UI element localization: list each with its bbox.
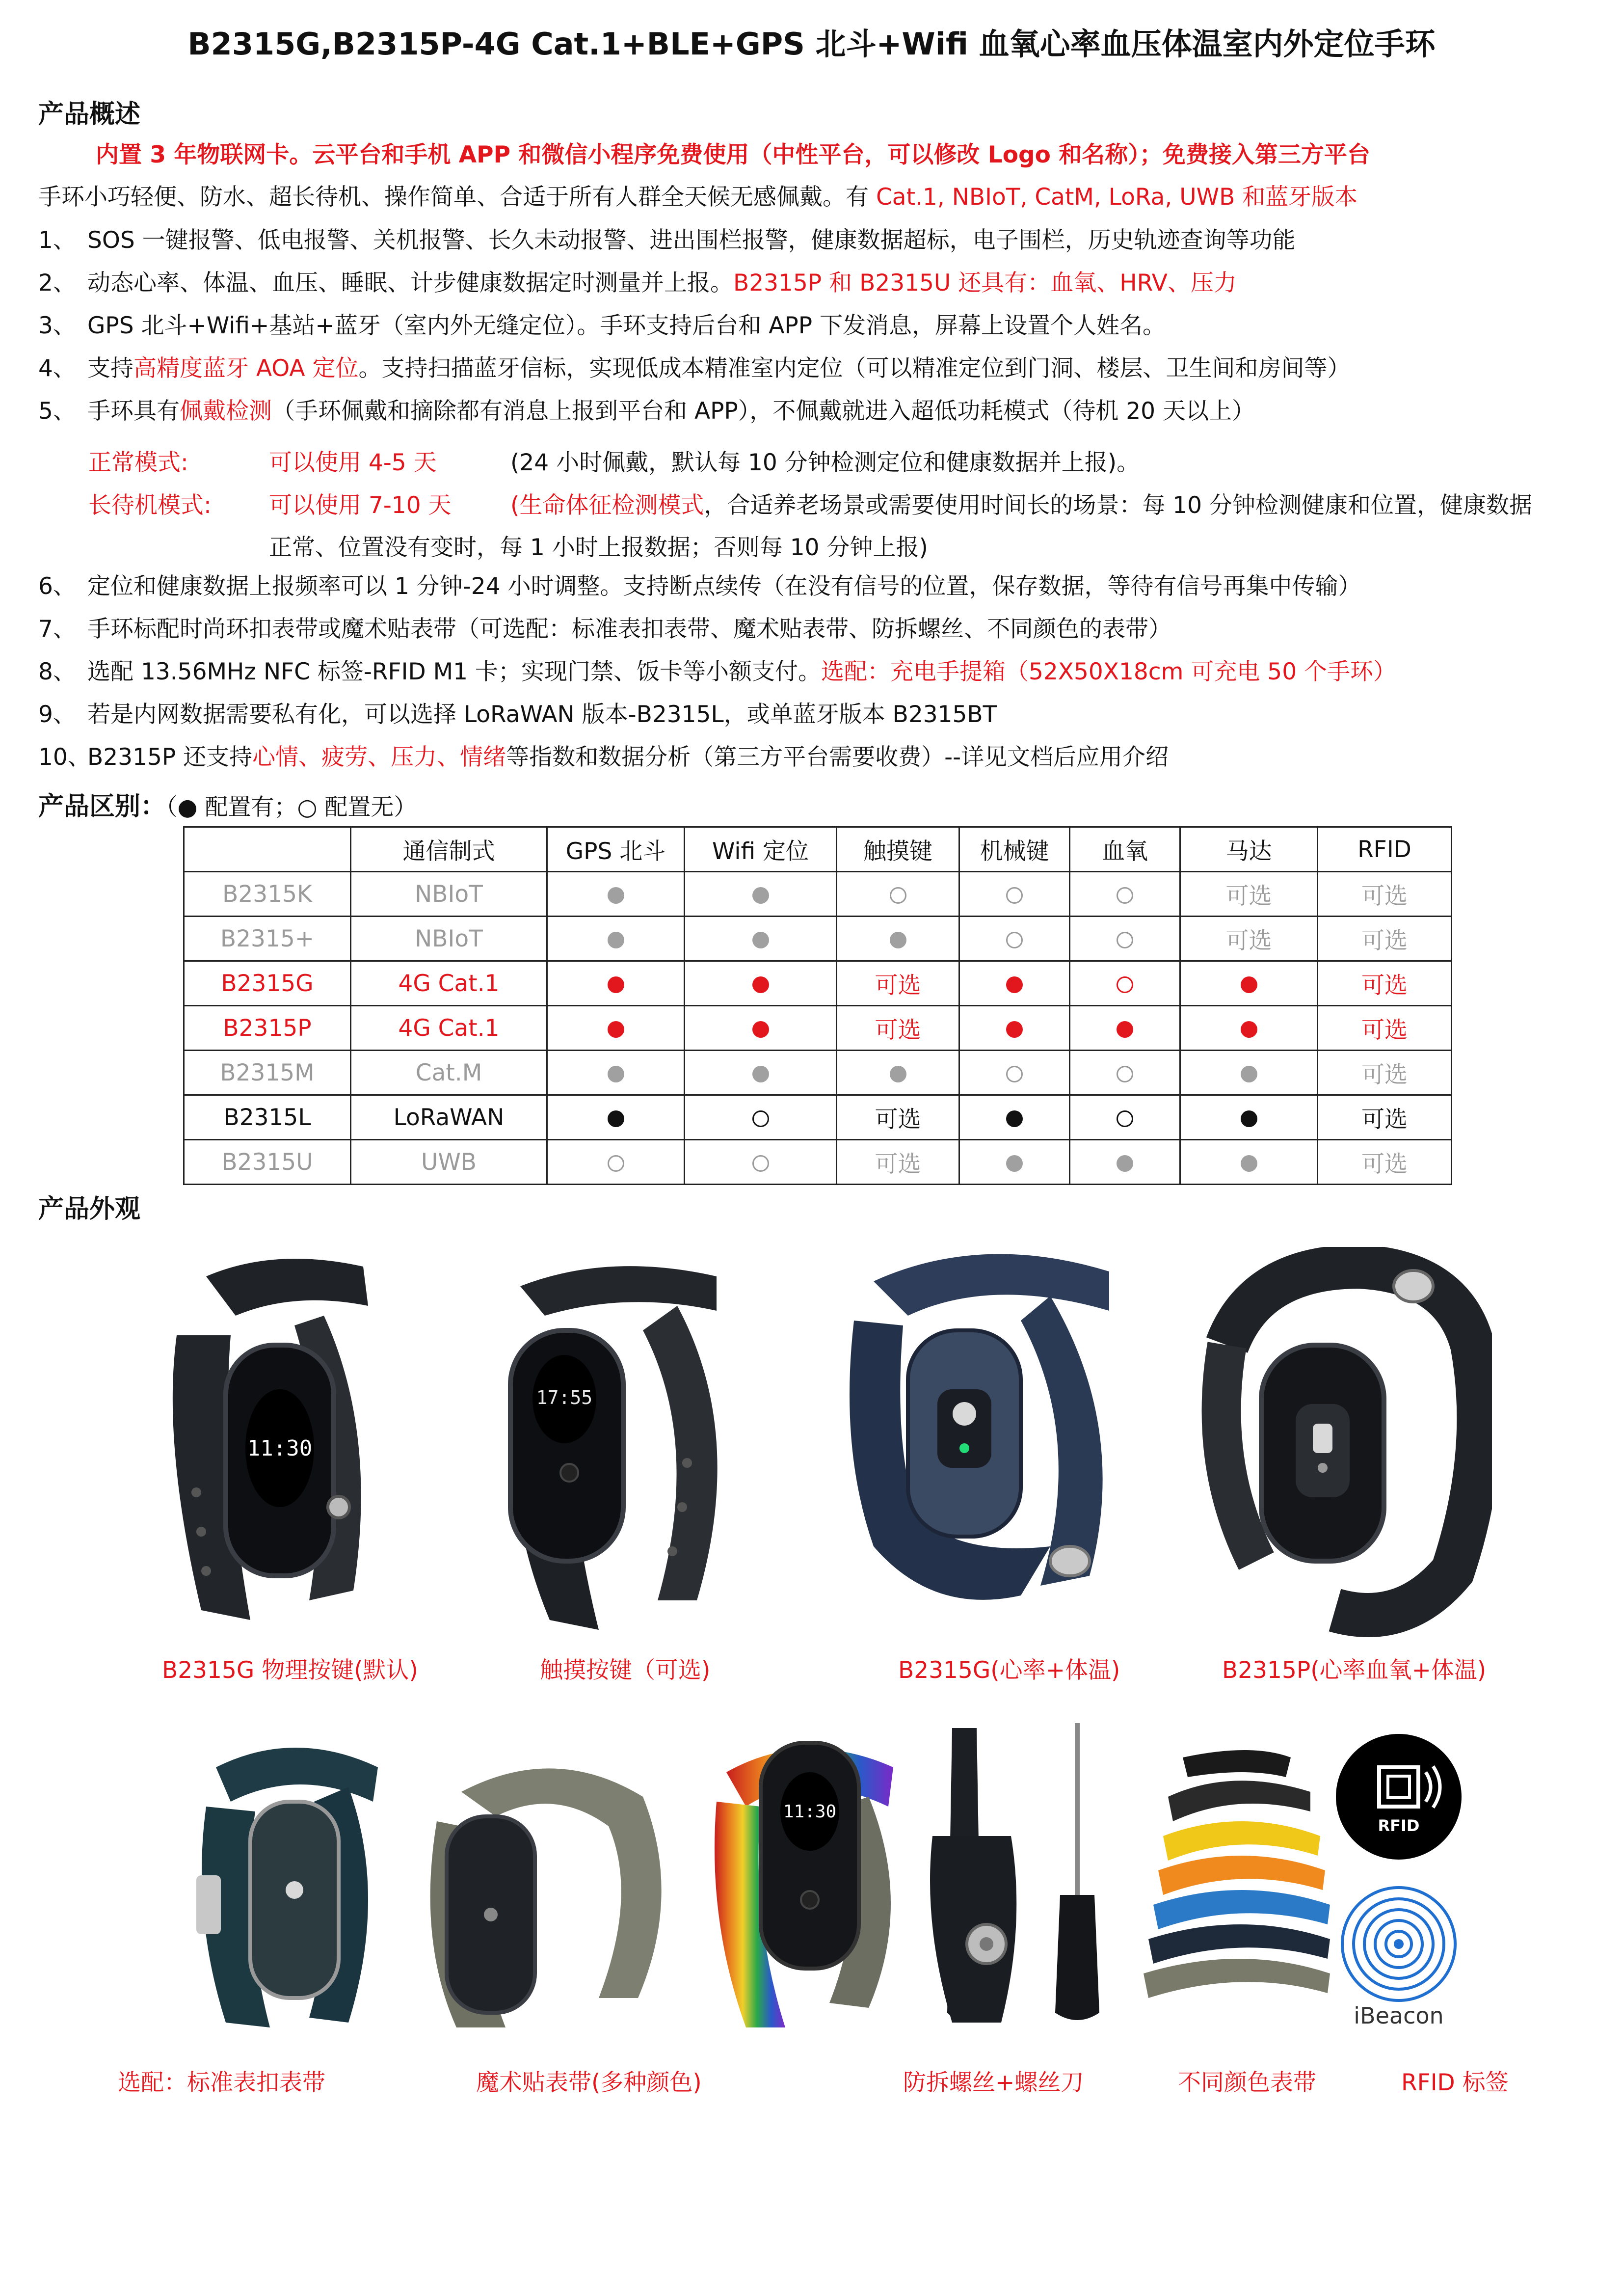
spec-cell: 可选 xyxy=(1318,1140,1452,1185)
list-item-text: 等指数和数据分析（第三方平台需要收费）--详见文档后应用介绍 xyxy=(506,744,1169,771)
list-item-text: B2315P 还支持 xyxy=(87,744,253,771)
table-header-cell: GPS 北斗 xyxy=(547,827,685,872)
list-item xyxy=(38,572,1361,601)
spec-cell xyxy=(547,961,685,1006)
has-feature-dot xyxy=(1117,1021,1133,1038)
spec-cell: 可选 xyxy=(1318,872,1452,917)
overview-highlight: 内置 3 年物联网卡。云平台和手机 APP 和微信小程序免费使用（中性平台，可以修改 Logo 和名称）；免费接入第三方平台 xyxy=(96,141,1370,168)
no-feature-dot xyxy=(890,887,906,904)
strap-rainbow-photo xyxy=(707,1713,913,2037)
band-photo-4 xyxy=(1197,1247,1492,1640)
no-feature-dot xyxy=(752,1110,769,1127)
spec-cell xyxy=(685,872,837,917)
appearance-heading: 产品外观 xyxy=(38,1194,141,1224)
has-feature-dot xyxy=(608,887,624,904)
table-row xyxy=(184,1140,1452,1185)
list-item-text: 选配 13.56MHz NFC 标签-RFID M1 卡；实现门禁、饭卡等小额支付。 xyxy=(87,658,821,685)
model-cell: B2315K xyxy=(184,872,351,917)
model-cell: B2315U xyxy=(184,1140,351,1185)
spec-cell: 可选 xyxy=(1318,917,1452,961)
list-item-highlight: 选配：充电手提箱（52X50X18cm 可充电 50 个手环） xyxy=(821,658,1397,685)
spec-cell: NBIoT xyxy=(351,872,547,917)
mode-long-duration: 可以使用 7-10 天 xyxy=(269,492,452,519)
spec-cell: 可选 xyxy=(837,1095,959,1140)
has-feature-dot xyxy=(608,976,624,993)
comparison-table xyxy=(183,826,1452,1185)
list-item-text: SOS 一键报警、低电报警、关机报警、长久未动报警、进出围栏报警，健康数据超标，电子围栏，历史轨迹查询等功能 xyxy=(87,227,1296,254)
table-row xyxy=(184,1006,1452,1051)
spec-cell xyxy=(1180,1140,1318,1185)
model-cell: B2315P xyxy=(184,1006,351,1051)
spec-cell xyxy=(547,1051,685,1095)
band-photo-3 xyxy=(834,1242,1129,1625)
table-row xyxy=(184,1095,1452,1140)
compare-legend: （● 配置有；○ 配置无） xyxy=(166,794,417,821)
spec-cell xyxy=(685,917,837,961)
ibeacon-label: iBeacon xyxy=(1354,2002,1444,2027)
list-item xyxy=(38,615,1171,644)
spec-cell xyxy=(547,917,685,961)
mode-normal-label: 正常模式: xyxy=(88,449,188,476)
table-header-cell: 触摸键 xyxy=(837,827,959,872)
has-feature-dot xyxy=(1006,976,1023,993)
has-feature-dot xyxy=(1006,1110,1023,1127)
no-feature-dot xyxy=(608,1155,624,1172)
caption-strap-buckle: 选配：标准表扣表带 xyxy=(118,2069,325,2096)
has-feature-dot xyxy=(1006,1021,1023,1038)
list-item xyxy=(38,269,1237,298)
has-feature-dot xyxy=(608,1066,624,1082)
spec-cell xyxy=(1070,1051,1180,1095)
has-feature-dot xyxy=(608,1021,624,1038)
has-feature-dot xyxy=(1241,1155,1257,1172)
spec-cell: 可选 xyxy=(1180,917,1318,961)
model-cell: B2315G xyxy=(184,961,351,1006)
has-feature-dot xyxy=(1241,976,1257,993)
list-item-number: 2、 xyxy=(38,270,76,297)
band-5-screen-time: 11:30 xyxy=(783,1802,837,1822)
spec-cell xyxy=(685,1006,837,1051)
list-item-number: 8、 xyxy=(38,658,76,685)
table-header-cell: 血氧 xyxy=(1070,827,1180,872)
list-item-number: 1、 xyxy=(38,227,76,254)
spec-cell xyxy=(1070,1095,1180,1140)
spec-cell xyxy=(837,917,959,961)
table-header-cell: 通信制式 xyxy=(351,827,547,872)
mode-long-desc2: 正常、位置没有变时，每 1 小时上报数据；否则每 10 分钟上报) xyxy=(269,534,928,561)
band-1-screen-time: 11:30 xyxy=(247,1436,313,1461)
has-feature-dot xyxy=(1006,1155,1023,1172)
intro-versions: Cat.1, NBIoT, CatM, LoRa, UWB 和蓝牙版本 xyxy=(876,184,1358,211)
has-feature-dot xyxy=(752,976,769,993)
caption-band-2: 触摸按键（可选) xyxy=(540,1657,711,1684)
spec-cell: 可选 xyxy=(1180,872,1318,917)
list-item-number: 9、 xyxy=(38,701,76,728)
model-cell: B2315+ xyxy=(184,917,351,961)
no-feature-dot xyxy=(752,1155,769,1172)
has-feature-dot xyxy=(752,1021,769,1038)
spec-cell: UWB xyxy=(351,1140,547,1185)
overview-heading: 产品概述 xyxy=(38,100,141,129)
overview-intro xyxy=(38,183,1357,212)
spec-cell xyxy=(547,1095,685,1140)
mode-long-desc-text: ，合适养老场景或需要使用时间长的场景：每 10 分钟检测健康和位置，健康数据 xyxy=(704,492,1533,519)
caption-color-straps: 不同颜色表带 xyxy=(1178,2069,1316,2096)
table-header-cell: 机械键 xyxy=(959,827,1070,872)
spec-cell xyxy=(685,961,837,1006)
spec-cell xyxy=(959,1140,1070,1185)
rfid-tag-icon xyxy=(1335,1733,1463,1861)
no-feature-dot xyxy=(1117,887,1133,904)
has-feature-dot xyxy=(752,932,769,948)
caption-strap-velcro: 魔术贴表带(多种颜色) xyxy=(476,2069,702,2096)
has-feature-dot xyxy=(608,1110,624,1127)
intro-text: 手环小巧轻便、防水、超长待机、操作简单、合适于所有人群全天候无感佩戴。有 xyxy=(38,184,876,211)
spec-cell xyxy=(959,1095,1070,1140)
spec-cell xyxy=(959,1006,1070,1051)
list-item xyxy=(38,743,1169,772)
spec-cell xyxy=(685,1140,837,1185)
spec-cell xyxy=(1070,1140,1180,1185)
table-header-cell: 马达 xyxy=(1180,827,1318,872)
page-title: B2315G,B2315P-4G Cat.1+BLE+GPS 北斗+Wifi 血氧心率血压体温室内外定位手环 xyxy=(187,26,1436,62)
list-item-text: 手环标配时尚环扣表带或魔术贴表带（可选配：标准表扣表带、魔术贴表带、防拆螺丝、不同颜色的表带） xyxy=(87,616,1171,643)
list-item-number: 4、 xyxy=(38,355,76,382)
has-feature-dot xyxy=(1241,1066,1257,1082)
spec-cell xyxy=(1180,1006,1318,1051)
spec-cell xyxy=(1180,961,1318,1006)
list-item-number: 6、 xyxy=(38,573,76,600)
caption-screw: 防拆螺丝+螺丝刀 xyxy=(903,2069,1084,2096)
list-item-highlight: 佩戴检测 xyxy=(180,398,272,425)
spec-cell xyxy=(1070,961,1180,1006)
list-item-number: 3、 xyxy=(38,312,76,339)
spec-cell: 可选 xyxy=(837,1140,959,1185)
table-row xyxy=(184,1051,1452,1095)
list-item xyxy=(38,354,1351,383)
spec-cell: 可选 xyxy=(1318,1051,1452,1095)
list-item xyxy=(38,657,1396,687)
caption-band-3: B2315G(心率+体温) xyxy=(898,1657,1120,1684)
has-feature-dot xyxy=(890,1066,906,1082)
no-feature-dot xyxy=(1117,976,1133,993)
list-item-text: 若是内网数据需要私有化，可以选择 LoRaWAN 版本-B2315L，或单蓝牙版本 B2315BT xyxy=(87,701,997,728)
mode-long-desc-red: (生命体征检测模式 xyxy=(510,492,704,519)
band-photo-2 xyxy=(471,1257,746,1640)
has-feature-dot xyxy=(752,1066,769,1082)
spec-cell: 4G Cat.1 xyxy=(351,1006,547,1051)
spec-cell xyxy=(959,872,1070,917)
spec-cell: NBIoT xyxy=(351,917,547,961)
table-header-cell: RFID xyxy=(1318,827,1452,872)
compare-heading-text: 产品区别： xyxy=(38,792,166,821)
spec-cell: 4G Cat.1 xyxy=(351,961,547,1006)
mode-normal-desc: (24 小时佩戴，默认每 10 分钟检测定位和健康数据并上报)。 xyxy=(510,449,1140,476)
has-feature-dot xyxy=(1117,1155,1133,1172)
mode-long-label: 长待机模式: xyxy=(88,492,212,519)
list-item xyxy=(38,226,1296,255)
no-feature-dot xyxy=(1117,932,1133,948)
strap-velcro-photo xyxy=(407,1733,682,2037)
spec-cell xyxy=(959,917,1070,961)
no-feature-dot xyxy=(1117,1110,1133,1127)
spec-cell: Cat.M xyxy=(351,1051,547,1095)
list-item-text: 定位和健康数据上报频率可以 1 分钟-24 小时调整。支持断点续传（在没有信号的位置，保存数据，等待有信号再集中传输） xyxy=(87,573,1361,600)
strap-buckle-photo xyxy=(186,1728,393,2042)
caption-band-1: B2315G 物理按键(默认) xyxy=(162,1657,418,1684)
spec-cell: LoRaWAN xyxy=(351,1095,547,1140)
has-feature-dot xyxy=(1241,1021,1257,1038)
list-item-text: GPS 北斗+Wifi+基站+蓝牙（室内外无缝定位）。手环支持后台和 APP 下发消息，屏幕上设置个人姓名。 xyxy=(87,312,1166,339)
band-photo-1 xyxy=(147,1247,402,1640)
no-feature-dot xyxy=(1006,1066,1023,1082)
list-item-number: 7、 xyxy=(38,616,76,643)
list-item-text: 支持 xyxy=(87,355,133,382)
spec-cell xyxy=(959,1051,1070,1095)
table-header-cell xyxy=(184,827,351,872)
spec-cell xyxy=(1070,872,1180,917)
list-item-highlight: 心情、疲劳、压力、情绪 xyxy=(252,744,506,771)
list-item xyxy=(38,397,1255,426)
list-item-highlight: B2315P 和 B2315U 还具有：血氧、HRV、压力 xyxy=(733,270,1237,297)
band-2-screen-time: 17:55 xyxy=(536,1387,593,1408)
mode-long-desc xyxy=(510,487,1532,520)
no-feature-dot xyxy=(1117,1066,1133,1082)
no-feature-dot xyxy=(1006,887,1023,904)
table-row xyxy=(184,872,1452,917)
table-row xyxy=(184,917,1452,961)
has-feature-dot xyxy=(752,887,769,904)
spec-cell xyxy=(1180,1095,1318,1140)
spec-cell xyxy=(685,1095,837,1140)
color-straps-photo xyxy=(1124,1738,1340,2013)
list-item-text: 手环具有 xyxy=(87,398,180,425)
spec-cell xyxy=(547,872,685,917)
list-item xyxy=(38,311,1166,341)
spec-cell: 可选 xyxy=(1318,1006,1452,1051)
spec-cell xyxy=(1070,917,1180,961)
spec-cell xyxy=(837,872,959,917)
table-body xyxy=(184,872,1452,1185)
spec-cell: 可选 xyxy=(1318,961,1452,1006)
list-item-highlight: 高精度蓝牙 AOA 定位 xyxy=(133,355,359,382)
spec-cell xyxy=(837,1051,959,1095)
rfid-label: RFID xyxy=(1378,1816,1420,1835)
no-feature-dot xyxy=(1006,932,1023,948)
table-header-cell: Wifi 定位 xyxy=(685,827,837,872)
spec-cell: 可选 xyxy=(837,961,959,1006)
compare-heading xyxy=(38,785,417,822)
list-item-text: 。支持扫描蓝牙信标，实现低成本精准室内定位（可以精准定位到门洞、楼层、卫生间和房间等） xyxy=(358,355,1351,382)
spec-cell xyxy=(1180,1051,1318,1095)
caption-rfid: RFID 标签 xyxy=(1401,2069,1509,2096)
spec-cell xyxy=(547,1140,685,1185)
model-cell: B2315M xyxy=(184,1051,351,1095)
list-item-number: 10、 xyxy=(38,744,91,771)
mode-normal-duration: 可以使用 4-5 天 xyxy=(269,449,437,476)
spec-cell: 可选 xyxy=(1318,1095,1452,1140)
list-item xyxy=(38,700,997,729)
spec-cell xyxy=(959,961,1070,1006)
spec-cell xyxy=(685,1051,837,1095)
list-item-text: 动态心率、体温、血压、睡眠、计步健康数据定时测量并上报。 xyxy=(87,270,733,297)
has-feature-dot xyxy=(608,932,624,948)
model-cell: B2315L xyxy=(184,1095,351,1140)
has-feature-dot xyxy=(1241,1110,1257,1127)
anti-tamper-screw-photo xyxy=(913,1718,1119,2032)
list-item-number: 5、 xyxy=(38,398,76,425)
table-header-row xyxy=(184,827,1452,872)
ibeacon-icon xyxy=(1335,1885,1463,2027)
has-feature-dot xyxy=(890,932,906,948)
spec-cell xyxy=(547,1006,685,1051)
caption-band-4: B2315P(心率血氧+体温) xyxy=(1222,1657,1487,1684)
spec-cell: 可选 xyxy=(837,1006,959,1051)
table-row xyxy=(184,961,1452,1006)
spec-cell xyxy=(1070,1006,1180,1051)
list-item-text: （手环佩戴和摘除都有消息上报到平台和 APP），不佩戴就进入超低功耗模式（待机 20 天以上） xyxy=(272,398,1255,425)
